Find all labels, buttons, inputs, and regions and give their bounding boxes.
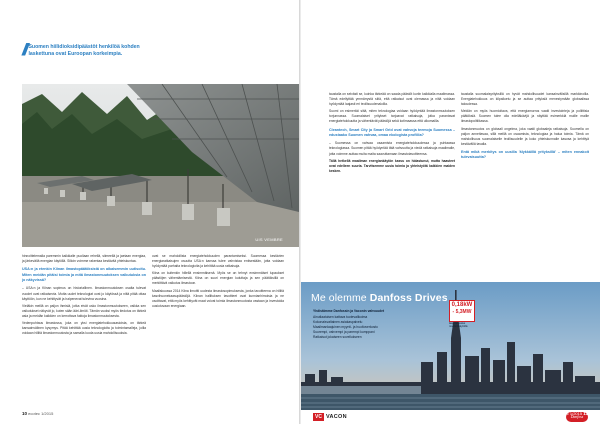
danfoss-drives-advert [301,282,600,424]
article-question: Entä mikä merkitys on uusilla 'älykkäillä yrityksillä' – miten ennakoit tulevaisuutta? [461,149,589,160]
article-paragraph: Vieläkin meillä on paljon ihmisiä, jotka eivät usko ilmastonmuutokseen, vaikka sen vaikutukset näkyvät jo, kuten sään ääri-ilmiöt. Tämän vuoksi myös tiedotus on tärkeä asia ja meidän kaikkien on kerrottava faktoja ilmastonmuutoksesta. [22,303,146,318]
article-paragraph: taustalla suomalaisyrityksillä on hyvät mahdollisuudet kansainvälisillä markkinoilla. Energiatehokkuus on kilpailuetu ja se auttaa yrityksiä menestymään globaalissa taloudessa. [461,92,589,107]
left-column-1 [22,254,146,338]
advert-title [311,292,448,304]
right-page [301,0,600,424]
advert-line: Maailmanlaajuinen myynti- ja huoltoverkosto [313,325,378,329]
page-number: 11 [583,411,588,416]
danfoss-logo: Danfoss [566,412,588,422]
article-paragraph: Meidän on myös huomioitava, että energiamurros vaatii investointeja ja poliittisia päätöksiä. Suomen tulee olla edelläkävijä ja näyttää esimerkkiä muille maille ilmastopolitiikassa. [461,109,589,124]
advert-title-prefix: Me olemme [311,292,367,304]
advert-line-list [313,315,421,339]
right-column-1 [329,92,455,176]
advert-line: Ainutlaatuisen kattava tuotevalikoima [313,315,368,319]
article-paragraph: Tällä hetkellä maailman energiankäytön kasvu on hidastunut, mutta haasteet ovat edelleen suuria. Tarvitsemme uusia toimia ja yhteistyötä kaikkien maiden kesken. [329,158,455,173]
advert-line: Ratkaisut jokaiseen sovellukseen [313,335,362,339]
article-paragraph: Suomi on esimerkki siitä, miten teknologiaa voidaan hyödyntää ilmastonmuutoksen torjunnassa. Suomalaiset yritykset tarjoavat ratkaisuja, jotka parantavat energiatehokkuutta ja vähentävät päästöjä sekä kotimaassa että ulkomailla. [329,109,455,124]
article-paragraph: – USA:n ja Kiinan sopimus on historiallinen. Ilmastonmuutoksen osalta tulevat vuodet ovat ratkaisevia. Mutta uudet teknologiat ovat jo käytössä ja niitä pitää ottaa käyttöön, kun ne kehittyvät ja halpenevat tulevina vuosina. [22,286,146,301]
issue-label: 1/2015 [569,411,583,416]
advert-brand: Danfoss Drives [369,292,448,304]
article-paragraph: Maaliskuussa 2014 Kiina ilmoitti uudesta ilmastosopimuksesta, jonka tavoitteena on hillitä kasvihuonekaasupäästöjä. Kiinan hallituksen tavoitteet ovat kunnianhimoisia ja ne osoittavat, että myös kehittyvät maat voivat toimia ilmastonmuutosta vastaan ja investoida uusiutuvaan energiaan. [152,288,284,308]
article-paragraph: Vedenpuhtaus ilmastossa, joka on yksi energiatehokkuusasioista, on tärkeä kansainvälinen kysymys. Pitää kehittää uusia teknologioita ja toimintamalleja, joilla voidaan hillitä ilmastonmuutosta ja samalla luoda uusia mahdollisuuksia. [22,320,146,336]
article-paragraph: ovat se mahdollista energiatehokkuuden parantamiseksi. Suomessa kestävien energiaratkaisujen osuutta USA:n kanssa tulee vahvistaa entisestään, jotta voidaan hyödyntää parhaita teknologioita ja kehittää uusia ratkaisuja. [152,254,284,269]
article-paragraph: – Suomessa on vahvaa osaamista energiatehokkuudessa ja puhtaassa teknologiassa. Suomen pitää hyödyntää tätä vahvuutta ja viedä ratkaisuja maailmalle, jotta voimme auttaa muita maita saavuttamaan ilmastotavoitteensa. [329,141,455,156]
vacon-logo-box: VC [315,414,322,420]
advert-body [313,309,421,340]
badge-sub: - 5,3MW [452,309,472,315]
article-paragraph: taustalla on selvästi se, kuinka tärkeää on saada päästöt kuriin kaikkialla maailmassa. Tämä edellyttää ymmärrystä siitä, että ratkaisut ovat olemassa ja niitä voidaan hyödyntää laajasti eri teollisuudenaloilla. [329,92,455,107]
magazine-name: ecotec [28,411,40,416]
badge-main: 0,18kW [451,302,473,308]
photo-illustration [22,84,299,247]
solar-panels-photo [22,84,299,247]
article-question: USA:n ja etenkin Kiinan ilmastopäätöksistä on aikaisemmin uutisoitu. Miten meidän pitäisi toimia ja mitä ilmastonmuutoksen vaikutuksia on jo näkyvissä? [22,267,146,282]
slash-decoration-icon: // [22,40,26,59]
issue-label: 1/2015 [41,411,54,416]
pull-quote [22,40,162,59]
vacon-logo-text: VACON [325,414,347,420]
left-folio [22,411,53,416]
advert-line: Suurempi, vahvempi ja parempi kumppani [313,330,375,334]
photo-credit: UIS VEMBRE [255,237,283,242]
right-column-2 [461,92,589,164]
left-page [0,0,299,424]
article-paragraph: Kiina on kuitenkin hiilellä ensimmäisenä. Myös se on tehnyt ensimmäiset lupaukset päästöjen vähentämisestä. Kiina on suuri energian kuluttaja ja sen päätöksillä on merkittävä vaikutus ilmastoon. [152,271,284,286]
page-number: 10 [22,411,28,416]
left-column-2 [152,254,284,311]
right-folio [557,411,588,416]
advert-line: Kokonaisvaltainen asiakaspalvelu [313,320,363,324]
article-question: Cleantech, Smart City ja Smart Grid ovat vahvoja teemoja Suomessa – edustaako Suomen vahvaa, omaa ekologista profiilia? [329,127,455,137]
power-range-badge [449,300,475,322]
advert-footer [301,410,600,424]
magazine-name: ecotec [556,411,569,416]
article-paragraph: hinnoittelemalla paremmin kaikkialle puoliaan rehellä, siimeellä ja jaetaan energiaa, ja järkevällä energian käytöllä. Silloin voimme rakentaa kestävää yhteiskuntaa. [22,254,146,264]
article-paragraph: Ilmastonmuutos on globaali ongelma, joka vaatii globaaleja ratkaisuja. Suomella on paljon annettavaa, sillä meillä on osaamista, teknologiaa ja halua toimia. Tämä on mahdollisuus suomalaiselle teollisuudelle ja koko yhteiskunnalle kasvaa ja kehittyä kestävällä tavalla. [461,126,589,146]
vacon-logo [313,413,347,421]
badge-note: laaja tehoalue moottorikäytöille [449,322,468,329]
advert-lead: Yhdistämme Danfossin ja Vaconin vahvuudet [313,309,385,313]
pull-quote-text: Suomen hiilidioksidipäästöt henkilöä kohden laskettuna ovat Euroopan korkeimpia. [28,44,140,57]
